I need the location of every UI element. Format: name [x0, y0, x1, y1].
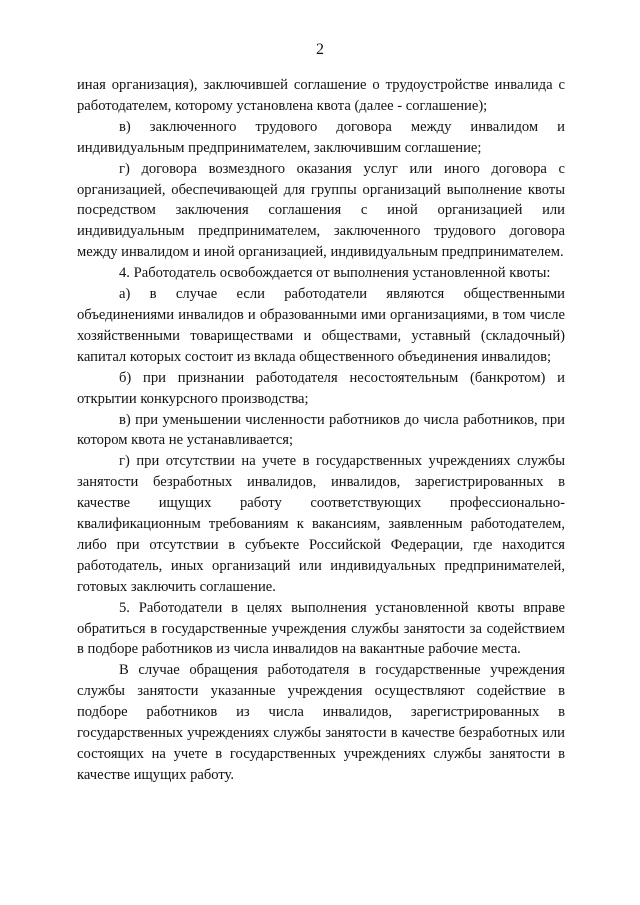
paragraph-clause-4-a: а) в случае если работодатели являются общественными объединениями инвалидов и образованными ими организациями, в том числе хозяйственными товариществами и обществами, уставный (складочный) капитал которых состоит из вклада общественного объединения инвалидов; [77, 286, 565, 365]
paragraph-clause-5-continued: В случае обращения работодателя в государственные учреждения службы занятости указанные учреждения осуществляют содействие в подборе работников из числа инвалидов, зарегистрированных в государственных учреждениях службы занятости в качестве безработных или состоящих на учете в государственных учреждениях службы занятости в качестве ищущих работу. [77, 662, 565, 783]
paragraph-item-v: в) заключенного трудового договора между инвалидом и индивидуальным предпринимателем, заключившим соглашение; [77, 118, 565, 156]
paragraph-clause-4-b: б) при признании работодателя несостоятельным (банкротом) и открытии конкурсного производства; [77, 369, 565, 407]
paragraph-clause-4: 4. Работодатель освобождается от выполнения установленной квоты: [119, 265, 551, 282]
paragraph-clause-4-v: в) при уменьшении численности работников до числа работников, при котором квота не устанавливается; [77, 411, 565, 449]
paragraph-item-g: г) договора возмездного оказания услуг или иного договора с организацией, обеспечивающей для группы организаций выполнение квоты посредством заключения соглашения с иной организацией или индивидуальным предпринимателем, заключенного трудового договора между инвалидом и иной организацией, индивидуальным предпринимателем. [77, 160, 565, 261]
paragraph-clause-4-g: г) при отсутствии на учете в государственных учреждениях службы занятости безработных инвалидов, инвалидов, зарегистрированных в качестве ищущих работу соответствующих профессионально-квалификационным требованиям к вакансиям, заявленным работодателем, либо при отсутствии в субъекте Российской Федерации, где находится работодатель, иных организаций или индивидуальных предпринимателей, готовых заключить соглашение. [77, 453, 565, 595]
page-number: 2 [316, 41, 324, 58]
paragraph-clause-5: 5. Работодатели в целях выполнения установленной квоты вправе обратиться в государственные учреждения службы занятости за содействием в подборе работников из числа инвалидов на вакантные рабочие места. [77, 599, 565, 658]
document-body [77, 75, 565, 786]
paragraph-continuation: иная организация), заключившей соглашение о трудоустройстве инвалида с работодателем, которому установлена квота (далее - соглашение); [77, 77, 565, 114]
